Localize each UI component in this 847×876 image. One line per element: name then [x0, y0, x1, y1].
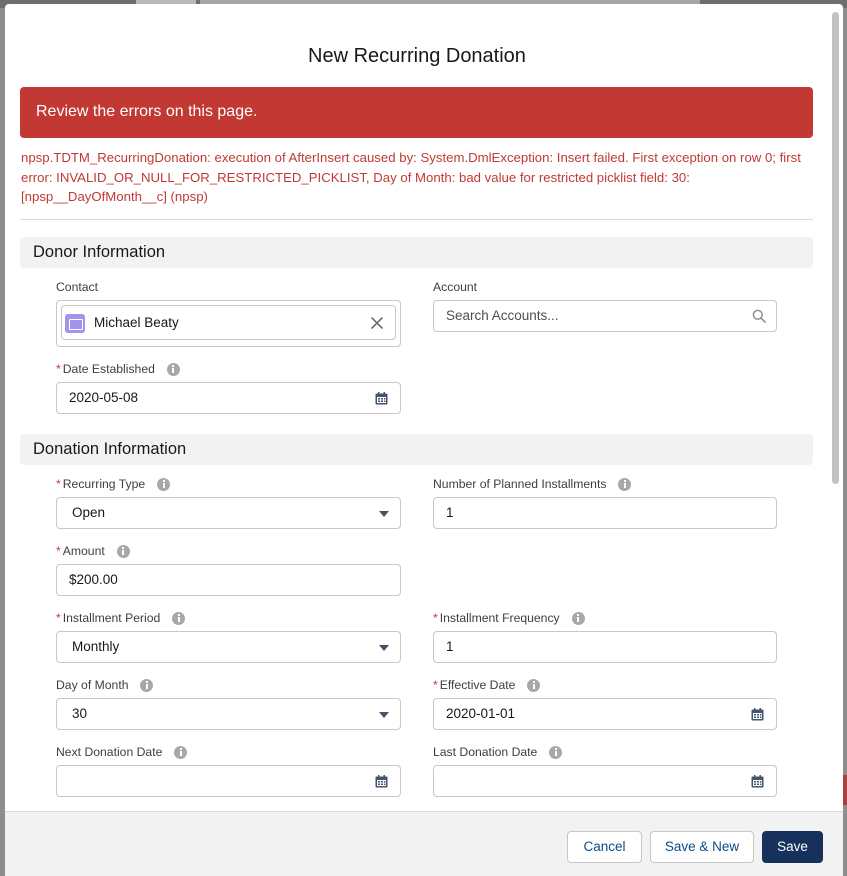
scrollbar-thumb[interactable]	[832, 12, 839, 484]
calendar-icon[interactable]	[375, 775, 388, 788]
info-icon[interactable]	[572, 612, 585, 625]
chevron-down-icon	[379, 511, 389, 517]
recurring-type-label: * Recurring Type	[56, 476, 170, 492]
calendar-icon[interactable]	[375, 392, 388, 405]
installment-frequency-label: * Installment Frequency	[433, 610, 585, 626]
recurring-type-select[interactable]: Open	[56, 497, 401, 529]
info-icon[interactable]	[140, 679, 153, 692]
chevron-down-icon	[379, 712, 389, 718]
installment-frequency-input[interactable]: 1	[433, 631, 777, 663]
section-donation-information[interactable]: Donation Information	[20, 434, 813, 465]
info-icon[interactable]	[549, 746, 562, 759]
modal-header	[5, 4, 829, 84]
contact-value: Michael Beaty	[94, 315, 179, 330]
date-established-input[interactable]: 2020-05-08	[56, 382, 401, 414]
info-icon[interactable]	[157, 478, 170, 491]
day-of-month-label: Day of Month	[56, 677, 153, 693]
cancel-button[interactable]: Cancel	[567, 831, 642, 863]
info-icon[interactable]	[618, 478, 631, 491]
calendar-icon[interactable]	[751, 775, 764, 788]
account-label: Account	[433, 280, 478, 294]
contact-icon	[65, 314, 85, 333]
info-icon[interactable]	[117, 545, 130, 558]
installment-period-label: * Installment Period	[56, 610, 185, 626]
contact-label: Contact	[56, 280, 99, 294]
installment-period-select[interactable]: Monthly	[56, 631, 401, 663]
effective-date-label: * Effective Date	[433, 677, 540, 693]
modal-title: New Recurring Donation	[308, 45, 526, 67]
save-and-new-button[interactable]: Save & New	[650, 831, 754, 863]
error-detail: npsp.TDTM_RecurringDonation: execution of AfterInsert caused by: System.DmlException: Insert failed. First exception on row 0; first error: INVALID_OR_NULL_FOR_RESTRICTED_PICKLIST, Day of Month: bad value for restricted picklist field: 30: [npsp__DayOfMonth__c] (npsp)	[21, 150, 801, 204]
new-recurring-donation-modal	[5, 4, 843, 876]
modal-footer	[5, 811, 843, 876]
clear-icon[interactable]	[371, 317, 383, 329]
calendar-icon[interactable]	[751, 708, 764, 721]
last-donation-date-input[interactable]	[433, 765, 777, 797]
account-search-input[interactable]: Search Accounts...	[433, 300, 777, 332]
amount-input[interactable]: $200.00	[56, 564, 401, 596]
info-icon[interactable]	[172, 612, 185, 625]
section-donor-information[interactable]: Donor Information	[20, 237, 813, 268]
day-of-month-select[interactable]: 30	[56, 698, 401, 730]
next-donation-date-input[interactable]	[56, 765, 401, 797]
modal-scrollbar[interactable]	[831, 8, 839, 814]
search-icon	[752, 309, 766, 323]
chevron-down-icon	[379, 645, 389, 651]
contact-pill[interactable]	[61, 305, 396, 340]
planned-installments-input[interactable]: 1	[433, 497, 777, 529]
save-button[interactable]: Save	[762, 831, 823, 863]
info-icon[interactable]	[167, 363, 180, 376]
last-donation-date-label: Last Donation Date	[433, 744, 562, 760]
next-donation-date-label: Next Donation Date	[56, 744, 187, 760]
error-banner: Review the errors on this page.	[20, 87, 813, 138]
info-icon[interactable]	[174, 746, 187, 759]
divider	[20, 219, 813, 220]
info-icon[interactable]	[527, 679, 540, 692]
contact-lookup[interactable]	[56, 300, 401, 347]
planned-installments-label: Number of Planned Installments	[433, 476, 631, 492]
effective-date-input[interactable]: 2020-01-01	[433, 698, 777, 730]
amount-label: * Amount	[56, 543, 130, 559]
date-established-label: * Date Established	[56, 361, 180, 377]
